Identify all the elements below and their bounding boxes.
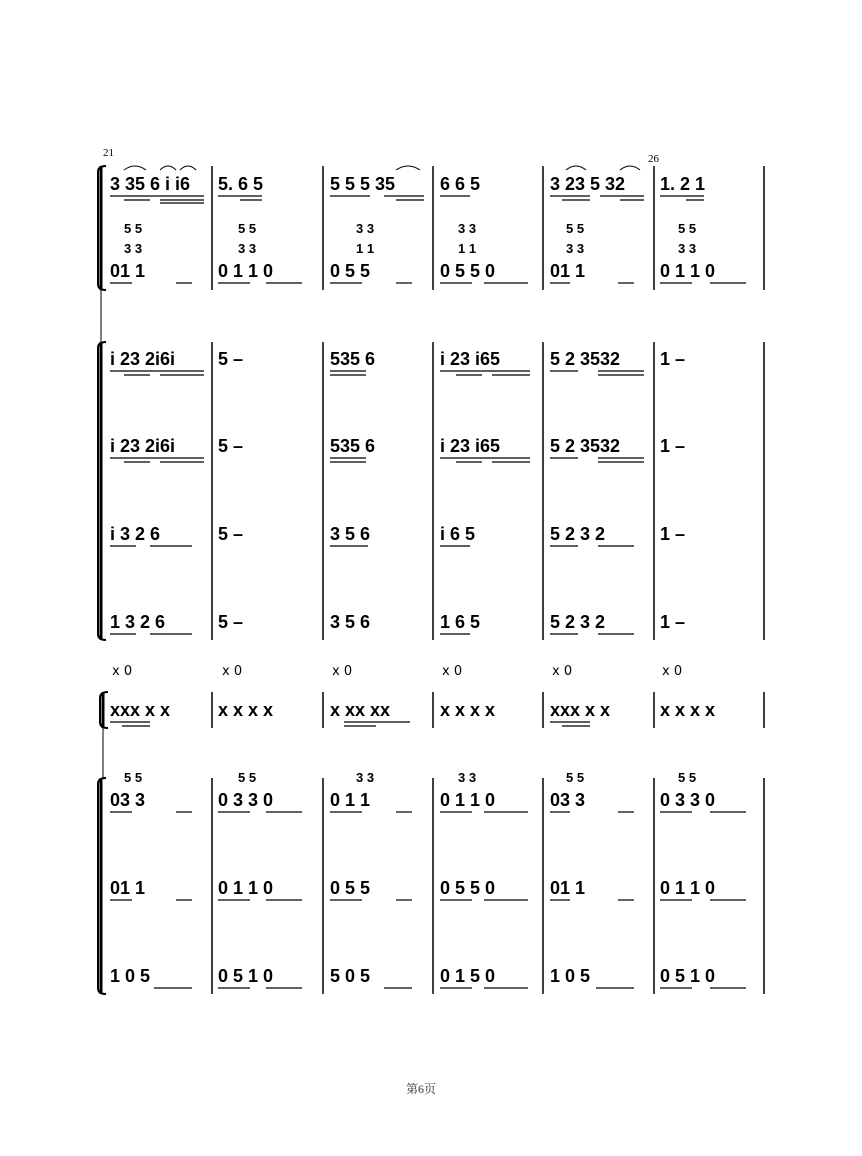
svg-text:5 5: 5 5 <box>124 221 143 236</box>
svg-text:1 1: 1 1 <box>356 241 375 256</box>
svg-text:x x x x: x x x x <box>660 700 716 720</box>
svg-text:3 3: 3 3 <box>238 241 257 256</box>
svg-text:01 1: 01 1 <box>110 261 146 281</box>
svg-text:x 0: x 0 <box>222 664 243 679</box>
svg-text:03 3: 03 3 <box>110 790 146 810</box>
barlines-system-2 <box>212 342 764 640</box>
svg-text:3 5 6: 3 5 6 <box>330 524 371 544</box>
svg-text:3 3: 3 3 <box>458 770 477 785</box>
svg-text:1 –: 1 – <box>660 524 686 544</box>
system-3 <box>100 664 764 778</box>
svg-text:5 –: 5 – <box>218 524 244 544</box>
svg-text:x 0: x 0 <box>112 664 133 679</box>
row-voice-4c <box>110 966 746 988</box>
svg-text:535 6: 535 6 <box>330 349 376 369</box>
svg-text:0 1 1 0: 0 1 1 0 <box>218 261 274 281</box>
svg-text:5 –: 5 – <box>218 612 244 632</box>
svg-text:0 3 3 0: 0 3 3 0 <box>218 790 274 810</box>
svg-text:5 5 5 35: 5 5 5 35 <box>330 174 396 194</box>
svg-text:1 0 5: 1 0 5 <box>550 966 591 986</box>
svg-text:5 5: 5 5 <box>238 221 257 236</box>
svg-text:i 23 2i6i: i 23 2i6i <box>110 436 176 456</box>
svg-text:x 0: x 0 <box>332 664 353 679</box>
svg-text:5 5: 5 5 <box>566 221 585 236</box>
svg-text:1 –: 1 – <box>660 436 686 456</box>
svg-text:0 3 3 0: 0 3 3 0 <box>660 790 716 810</box>
svg-text:x x x x: x x x x <box>440 700 496 720</box>
svg-text:01 1: 01 1 <box>110 878 146 898</box>
measure-number-26: 26 <box>648 153 659 165</box>
row-melody-2b <box>110 436 685 462</box>
svg-text:0 5 1 0: 0 5 1 0 <box>660 966 716 986</box>
svg-text:i 23 i65: i 23 i65 <box>440 349 501 369</box>
svg-text:xxx x x: xxx x x <box>550 700 611 720</box>
svg-text:0 1 1 0: 0 1 1 0 <box>218 878 274 898</box>
svg-text:0 5 5: 0 5 5 <box>330 878 371 898</box>
svg-text:5. 6 5: 5. 6 5 <box>218 174 264 194</box>
svg-text:i 23 i65: i 23 i65 <box>440 436 501 456</box>
svg-text:0 1 1 0: 0 1 1 0 <box>660 261 716 281</box>
row-voice-4a <box>110 790 746 812</box>
row-harmony-lower-1 <box>124 241 696 256</box>
row-melody-2d <box>110 612 685 634</box>
svg-text:1 –: 1 – <box>660 612 686 632</box>
svg-text:0 5 5 0: 0 5 5 0 <box>440 261 496 281</box>
svg-text:3 5 6: 3 5 6 <box>330 612 371 632</box>
svg-text:3 3: 3 3 <box>566 241 585 256</box>
svg-text:0 1 1 0: 0 1 1 0 <box>660 878 716 898</box>
svg-text:0 1 1 0: 0 1 1 0 <box>440 790 496 810</box>
svg-text:1 3 2 6: 1 3 2 6 <box>110 612 166 632</box>
svg-text:0 1 5 0: 0 1 5 0 <box>440 966 496 986</box>
svg-text:0 5 1 0: 0 5 1 0 <box>218 966 274 986</box>
svg-text:01 1: 01 1 <box>550 261 586 281</box>
svg-text:5 –: 5 – <box>218 436 244 456</box>
svg-text:x 0: x 0 <box>662 664 683 679</box>
row-melody-2a <box>110 349 685 375</box>
row-percussion-top <box>112 664 682 679</box>
svg-text:1 –: 1 – <box>660 349 686 369</box>
svg-text:3 3: 3 3 <box>356 221 375 236</box>
svg-text:01 1: 01 1 <box>550 878 586 898</box>
svg-text:3 35 6 i i6: 3 35 6 i i6 <box>110 174 191 194</box>
svg-text:3 23 5 32: 3 23 5 32 <box>550 174 626 194</box>
svg-text:5 5: 5 5 <box>678 221 697 236</box>
svg-text:3 3: 3 3 <box>124 241 143 256</box>
svg-text:1. 2 1: 1. 2 1 <box>660 174 706 194</box>
svg-text:5 –: 5 – <box>218 349 244 369</box>
system-1 <box>98 166 764 290</box>
svg-text:1 6 5: 1 6 5 <box>440 612 481 632</box>
row-bass-1 <box>110 261 746 283</box>
row-harmony-upper-1 <box>124 221 696 236</box>
system-2 <box>98 290 764 640</box>
svg-text:5 2 3 2: 5 2 3 2 <box>550 612 606 632</box>
svg-text:5 5: 5 5 <box>238 770 257 785</box>
svg-text:5 5: 5 5 <box>124 770 143 785</box>
svg-text:5 2 3532: 5 2 3532 <box>550 349 621 369</box>
svg-text:5 5: 5 5 <box>678 770 697 785</box>
svg-text:5 0 5: 5 0 5 <box>330 966 371 986</box>
svg-text:0 5 5 0: 0 5 5 0 <box>440 878 496 898</box>
page-number: 第6页 <box>406 1082 437 1096</box>
svg-text:6 6 5: 6 6 5 <box>440 174 481 194</box>
svg-text:0 1 1: 0 1 1 <box>330 790 371 810</box>
svg-text:1 1: 1 1 <box>458 241 477 256</box>
svg-text:1 0 5: 1 0 5 <box>110 966 151 986</box>
svg-text:0 5 5: 0 5 5 <box>330 261 371 281</box>
svg-text:03 3: 03 3 <box>550 790 586 810</box>
svg-text:5 2 3532: 5 2 3532 <box>550 436 621 456</box>
row-melody-2c <box>110 524 685 546</box>
row-percussion-main <box>110 700 715 726</box>
row-voice-4b <box>110 878 746 900</box>
svg-text:xxx x x: xxx x x <box>110 700 171 720</box>
svg-text:3 3: 3 3 <box>356 770 375 785</box>
svg-text:i 6 5: i 6 5 <box>440 524 476 544</box>
system-4 <box>98 770 764 994</box>
svg-text:5 5: 5 5 <box>566 770 585 785</box>
svg-text:3 3: 3 3 <box>678 241 697 256</box>
svg-text:i 23 2i6i: i 23 2i6i <box>110 349 176 369</box>
svg-text:3 3: 3 3 <box>458 221 477 236</box>
svg-text:x 0: x 0 <box>552 664 573 679</box>
svg-text:x xx xx: x xx xx <box>330 700 391 720</box>
measure-number-21: 21 <box>103 147 114 159</box>
svg-text:5 2 3 2: 5 2 3 2 <box>550 524 606 544</box>
svg-text:x x x x: x x x x <box>218 700 274 720</box>
row-melody-1 <box>110 166 705 203</box>
row-harmony-4 <box>124 770 696 785</box>
svg-text:i 3 2 6: i 3 2 6 <box>110 524 161 544</box>
svg-text:x 0: x 0 <box>442 664 463 679</box>
svg-text:535 6: 535 6 <box>330 436 376 456</box>
